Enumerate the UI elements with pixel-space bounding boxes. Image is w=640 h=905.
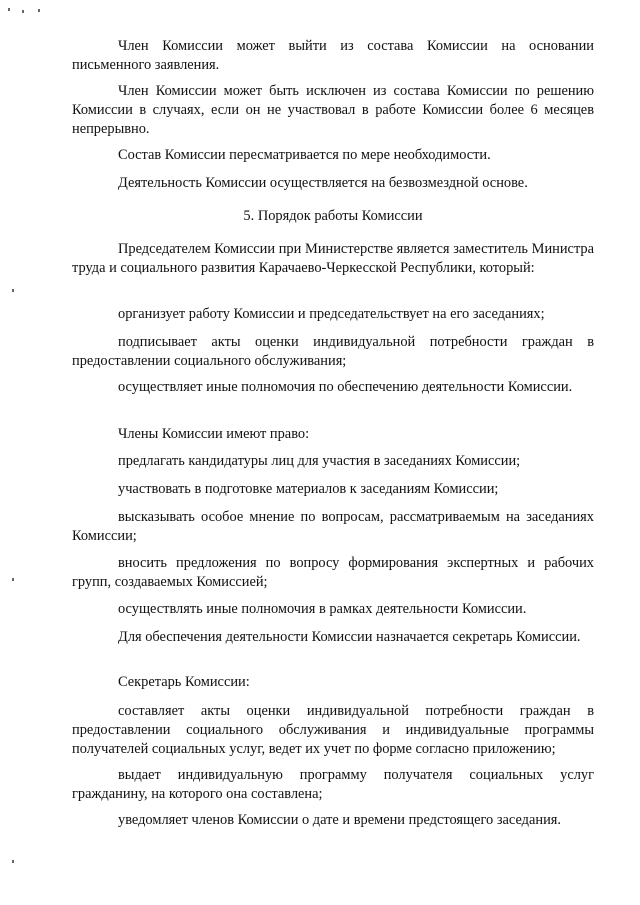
- paragraph: организует работу Комиссии и председательствует на его заседаниях;: [118, 306, 545, 322]
- paragraph: участвовать в подготовке материалов к заседаниям Комиссии;: [118, 481, 499, 497]
- paragraph: вносить предложения по вопросу формирования экспертных и рабочих групп, создаваемых Комиссией;: [72, 555, 594, 590]
- paragraph: подписывает акты оценки индивидуальной потребности граждан в предоставлении социального обслуживания;: [72, 334, 594, 369]
- paragraph: Члены Комиссии имеют право:: [118, 426, 310, 442]
- paragraph: уведомляет членов Комиссии о дате и времени предстоящего заседания.: [118, 812, 561, 828]
- scan-artifact: [12, 578, 14, 581]
- paragraph: Член Комиссии может выйти из состава Комиссии на основании письменного заявления.: [72, 38, 594, 73]
- paragraph: высказывать особое мнение по вопросам, рассматриваемым на заседаниях Комиссии;: [72, 509, 594, 544]
- scan-artifact: [12, 860, 14, 863]
- paragraph: осуществлять иные полномочия в рамках деятельности Комиссии.: [118, 601, 527, 617]
- section-heading: 5. Порядок работы Комиссии: [243, 208, 423, 224]
- paragraph: Секретарь Комиссии:: [118, 674, 250, 690]
- scan-artifact: [38, 9, 40, 12]
- scan-artifact: [22, 10, 24, 13]
- paragraph: Деятельность Комиссии осуществляется на безвозмездной основе.: [118, 175, 528, 191]
- paragraph: Состав Комиссии пересматривается по мере необходимости.: [118, 147, 491, 163]
- paragraph: Для обеспечения деятельности Комиссии назначается секретарь Комиссии.: [118, 629, 581, 645]
- paragraph: выдает индивидуальную программу получателя социальных услуг гражданину, на которого она составлена;: [72, 767, 594, 802]
- paragraph: Член Комиссии может быть исключен из состава Комиссии по решению Комиссии в случаях, если он не участвовал в работе Комиссии более 6 месяцев непрерывно.: [72, 83, 594, 137]
- paragraph: составляет акты оценки индивидуальной потребности граждан в предоставлении социального обслуживания и индивидуальные программы получателей социальных услуг, ведет их учет по форме согласно приложению;: [72, 703, 594, 757]
- paragraph: Председателем Комиссии при Министерстве является заместитель Министра труда и социального развития Карачаево-Черкесской Республики, который:: [72, 241, 594, 276]
- paragraph: предлагать кандидатуры лиц для участия в заседаниях Комиссии;: [118, 453, 521, 469]
- paragraph: осуществляет иные полномочия по обеспечению деятельности Комиссии.: [118, 379, 573, 395]
- scan-artifact: [12, 289, 14, 292]
- scan-artifact: [8, 8, 10, 11]
